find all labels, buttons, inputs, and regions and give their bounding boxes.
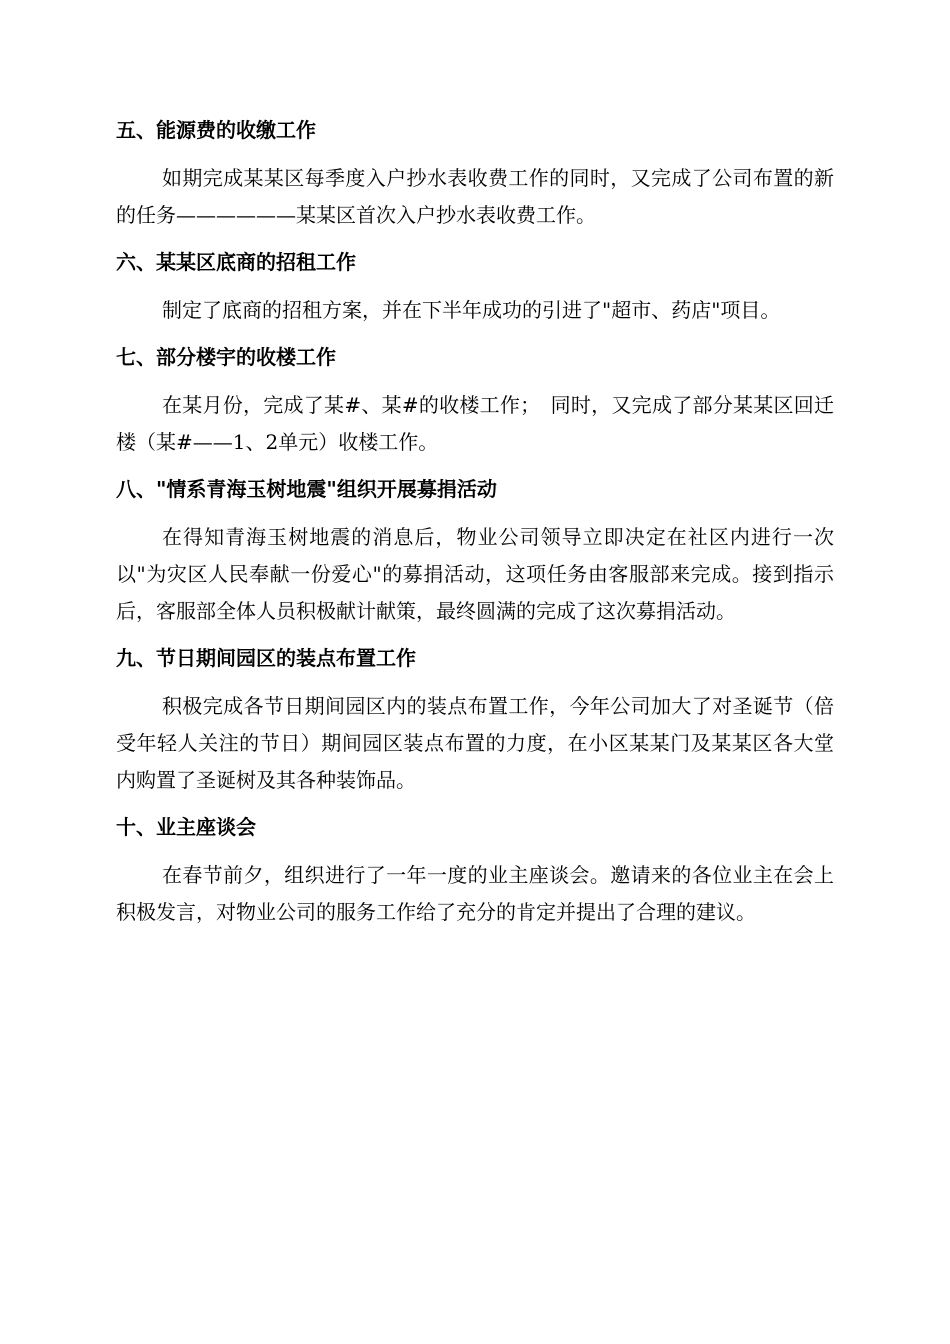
section-heading: 五、能源费的收缴工作 bbox=[116, 118, 316, 142]
section-heading: 八、"情系青海玉树地震"组织开展募捐活动 bbox=[116, 477, 497, 501]
section-paragraph: 在春节前夕，组织进行了一年一度的业主座谈会。邀请来的各位业主在会上积极发言，对物业公司的服务工作给了充分的肯定并提出了合理的建议。 bbox=[116, 863, 834, 924]
section-holiday-decoration bbox=[116, 640, 834, 799]
section-heading: 十、业主座谈会 bbox=[116, 815, 256, 839]
section-heading: 九、节日期间园区的装点布置工作 bbox=[116, 646, 416, 670]
section-shop-leasing bbox=[116, 244, 834, 329]
section-paragraph: 积极完成各节日期间园区内的装点布置工作，今年公司加大了对圣诞节（倍受年轻人关注的节日）期间园区装点布置的力度，在小区某某门及某某区各大堂内购置了圣诞树及其各种装饰品。 bbox=[116, 694, 834, 792]
section-owner-meeting bbox=[116, 809, 834, 931]
section-paragraph: 制定了底商的招租方案，并在下半年成功的引进了"超市、药店"项目。 bbox=[162, 298, 781, 322]
section-building-handover bbox=[116, 339, 834, 461]
section-paragraph: 如期完成某某区每季度入户抄水表收费工作的同时，又完成了公司布置的新的任务——————某某区首次入户抄水表收费工作。 bbox=[116, 166, 834, 227]
section-heading: 七、部分楼宇的收楼工作 bbox=[116, 345, 336, 369]
section-heading: 六、某某区底商的招租工作 bbox=[116, 250, 356, 274]
section-paragraph: 在得知青海玉树地震的消息后，物业公司领导立即决定在社区内进行一次以"为灾区人民奉献一份爱心"的募捐活动，这项任务由客服部来完成。接到指示后，客服部全体人员积极献计献策，最终圆满的完成了这次募捐活动。 bbox=[116, 525, 834, 623]
section-paragraph: 在某月份，完成了某#、某#的收楼工作； 同时，又完成了部分某某区回迁楼（某#——1、2单元）收楼工作。 bbox=[116, 393, 834, 454]
document-content bbox=[116, 112, 834, 941]
section-energy-fee bbox=[116, 112, 834, 234]
section-donation-activity bbox=[116, 471, 834, 630]
